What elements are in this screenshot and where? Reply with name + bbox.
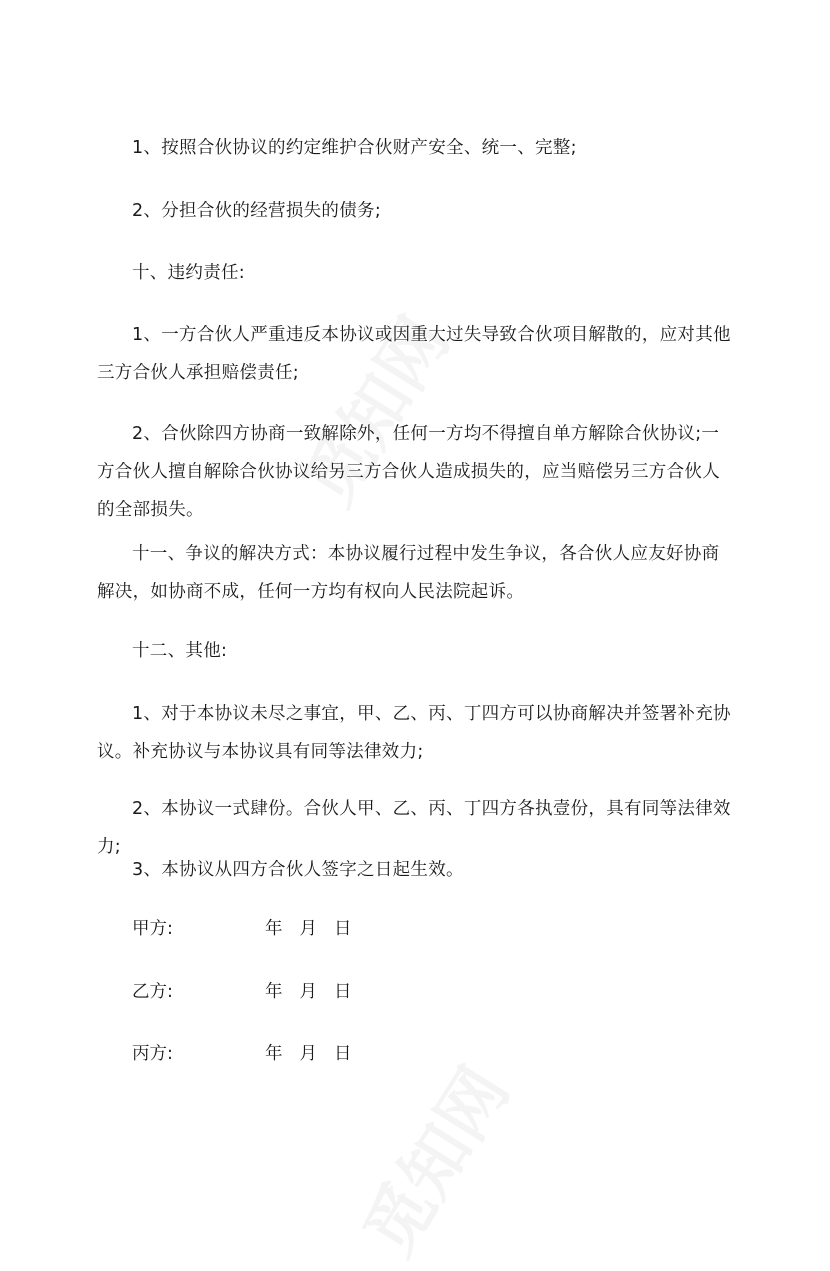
clause-1-maintain-property: 1、按照合伙协议的约定维护合伙财产安全、统一、完整; <box>132 138 577 158</box>
signature-line-party-c <box>132 1042 352 1066</box>
section-dispute-resolution: 十一、争议的解决方式：本协议履行过程中发生争议，各合伙人应友好协商解决，如协商不成，任何一方均有权向人民法院起诉。 <box>97 544 720 602</box>
clause-other-2: 2、本协议一式肆份。合伙人甲、乙、丙、丁四方各执壹份，具有同等法律效力; <box>97 799 731 857</box>
clause-breach-1: 1、一方合伙人严重违反本协议或因重大过失导致合伙项目解散的，应对其他三方合伙人承担赔偿责任; <box>97 325 731 383</box>
date-fields: 年 月 日 <box>265 982 352 1002</box>
party-label: 丙方: <box>132 1044 173 1064</box>
watermark <box>337 1046 527 1270</box>
clause-breach-2: 2、合伙除四方协商一致解除外，任何一方均不得擅自单方解除合伙协议;一方合伙人擅自解除合伙协议给另三方合伙人造成损失的，应当赔偿另三方合伙人的全部损失。 <box>97 424 720 520</box>
section-heading-other: 十二、其他: <box>132 641 228 661</box>
date-fields: 年 月 日 <box>265 1044 352 1064</box>
signature-line-party-a <box>132 917 352 941</box>
signature-line-party-b <box>132 980 352 1004</box>
party-label: 乙方: <box>132 982 173 1002</box>
clause-other-1: 1、对于本协议未尽之事宜，甲、乙、丙、丁四方可以协商解决并签署补充协议。补充协议与本协议具有同等法律效力; <box>97 704 731 762</box>
clause-2-share-losses: 2、分担合伙的经营损失的债务; <box>132 201 382 221</box>
party-label: 甲方: <box>132 919 173 939</box>
date-fields: 年 月 日 <box>265 919 352 939</box>
clause-other-3: 3、本协议从四方合伙人签字之日起生效。 <box>132 860 464 880</box>
section-heading-breach: 十、违约责任: <box>132 263 245 283</box>
